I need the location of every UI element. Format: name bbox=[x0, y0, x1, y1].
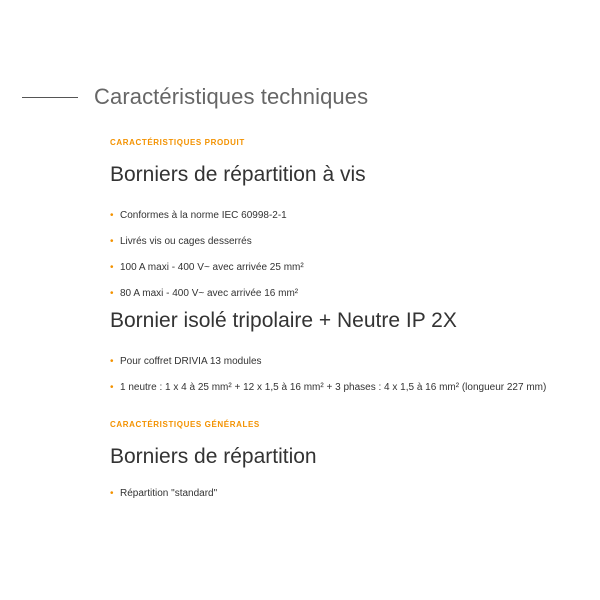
product-block bbox=[110, 444, 590, 500]
list-item-text: Livrés vis ou cages desserrés bbox=[120, 236, 252, 247]
section-general bbox=[110, 420, 590, 500]
list-item bbox=[110, 488, 590, 500]
section-product bbox=[110, 138, 590, 394]
product-title: Borniers de répartition à vis bbox=[110, 163, 366, 186]
product-title: Bornier isolé tripolaire + Neutre IP 2X bbox=[110, 309, 457, 332]
bullet-icon: • bbox=[110, 356, 114, 367]
feature-list bbox=[110, 356, 590, 394]
list-item-text: Conformes à la norme IEC 60998-2-1 bbox=[120, 210, 287, 221]
list-item bbox=[110, 210, 590, 222]
product-block bbox=[110, 162, 590, 300]
bullet-icon: • bbox=[110, 288, 114, 299]
list-item-text: 80 A maxi - 400 V~ avec arrivée 16 mm² bbox=[120, 288, 299, 299]
list-item-text: Répartition "standard" bbox=[120, 488, 218, 499]
bullet-icon: • bbox=[110, 262, 114, 273]
product-title: Borniers de répartition bbox=[110, 445, 317, 468]
section-label-general: CARACTÉRISTIQUES GÉNÉRALES bbox=[110, 420, 260, 429]
bullet-icon: • bbox=[110, 210, 114, 221]
header-divider bbox=[22, 97, 78, 98]
product-block bbox=[110, 308, 590, 394]
list-item bbox=[110, 356, 590, 368]
bullet-icon: • bbox=[110, 382, 114, 393]
page-title: Caractéristiques techniques bbox=[94, 84, 369, 109]
list-item bbox=[110, 236, 590, 248]
feature-list bbox=[110, 488, 590, 500]
list-item bbox=[110, 382, 590, 394]
list-item-text: 1 neutre : 1 x 4 à 25 mm² + 12 x 1,5 à 16 mm² + 3 phases : 4 x 1,5 à 16 mm² (longueur 227 mm) bbox=[120, 382, 547, 393]
feature-list bbox=[110, 210, 590, 300]
list-item-text: 100 A maxi - 400 V~ avec arrivée 25 mm² bbox=[120, 262, 304, 273]
section-label-product: CARACTÉRISTIQUES PRODUIT bbox=[110, 138, 245, 147]
bullet-icon: • bbox=[110, 236, 114, 247]
bullet-icon: • bbox=[110, 488, 114, 499]
specs-content bbox=[110, 138, 590, 500]
list-item bbox=[110, 262, 590, 274]
list-item-text: Pour coffret DRIVIA 13 modules bbox=[120, 356, 262, 367]
page-header bbox=[22, 84, 368, 110]
list-item bbox=[110, 288, 590, 300]
